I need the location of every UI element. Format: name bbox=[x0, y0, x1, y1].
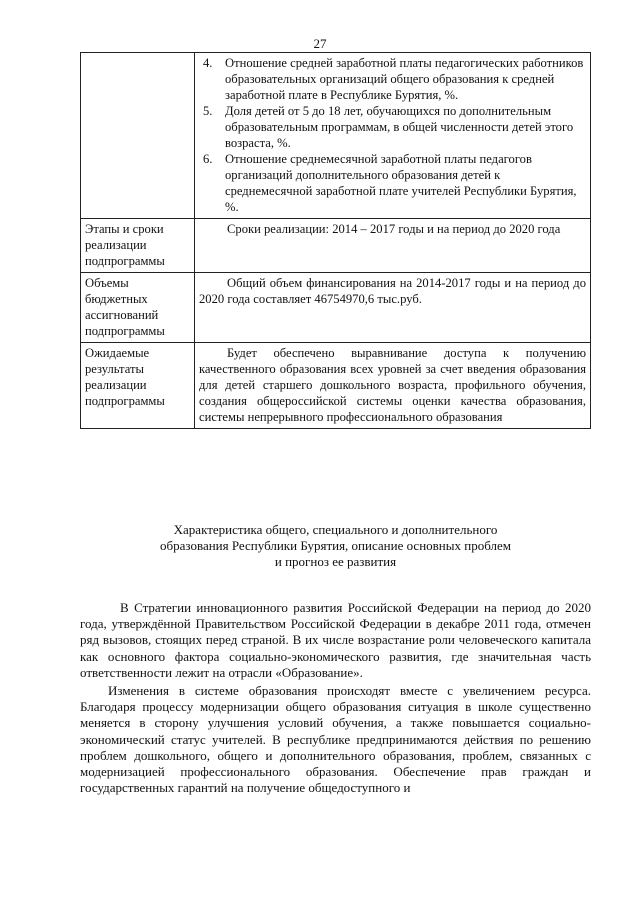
list-item bbox=[199, 103, 586, 151]
list-item-text: Отношение среднемесячной заработной платы педагогов организаций дополнительного образования детей к среднемесячной заработной плате учителей Республики Бурятия, %. bbox=[225, 152, 577, 214]
body-paragraph: В Стратегии инновационного развития Российской Федерации на период до 2020 года, утверждённой Правительством Российской Федерации в декабре 2011 года, отмечен ряд вызовов, стоящих перед страной. В их числе возрастание роли человеческого капитала как основного фактора социально-экономического развития, где значительная часть ответственности лежит на отрасли «Образование». bbox=[80, 600, 591, 680]
row-label: Ожидаемые результаты реализации подпрограммы bbox=[81, 343, 195, 429]
list-item-number: 4. bbox=[203, 56, 213, 70]
row-label: Этапы и сроки реализации подпрограммы bbox=[81, 219, 195, 273]
body-paragraph: Изменения в системе образования происходят вместе с увеличением ресурса. Благодаря процессу модернизации общего образования ситуация в школе существенно меняется в сторону улучшения условий обучения, а также повышается социально-экономический статус учителей. В республике предпринимаются действия по решению проблем дошкольного, общего и дополнительного образования, проблем, связанных с модернизацией профессионального образования. Обеспечение прав граждан и государственных гарантий на получение общедоступного и bbox=[80, 683, 591, 796]
list-item bbox=[199, 55, 586, 103]
section-heading-line: Характеристика общего, специального и дополнительного bbox=[173, 522, 498, 537]
row-label: Объемы бюджетных ассигнований подпрограммы bbox=[81, 273, 195, 343]
section-heading bbox=[80, 522, 591, 570]
table-row-indicators bbox=[81, 53, 591, 219]
table-row bbox=[81, 219, 591, 273]
table-row bbox=[81, 273, 591, 343]
list-item-number: 5. bbox=[203, 104, 213, 118]
row-value: Будет обеспечено выравнивание доступа к получению качественного образования всех уровней за счет введения образования для детей старшего дошкольного возраста, профильного обучения, создания общероссийской системы оценки качества образования, системы непрерывного профессионального образования bbox=[195, 343, 591, 429]
table-label-cell-empty bbox=[81, 53, 195, 219]
body-text bbox=[80, 600, 591, 796]
indicators-cell bbox=[195, 53, 591, 219]
section-heading-line: образования Республики Бурятия, описание основных проблем bbox=[160, 538, 511, 553]
list-item-text: Доля детей от 5 до 18 лет, обучающихся по дополнительным образовательным программам, в общей численности детей этого возраста, %. bbox=[225, 104, 574, 150]
page-number: 27 bbox=[313, 36, 327, 51]
row-value: Общий объем финансирования на 2014-2017 годы и на период до 2020 года составляет 46754970,6 тыс.руб. bbox=[195, 273, 591, 343]
subprogram-passport-table bbox=[80, 52, 591, 429]
section-heading-line: и прогноз ее развития bbox=[274, 554, 397, 569]
list-item bbox=[199, 151, 586, 215]
indicator-list bbox=[199, 55, 586, 215]
list-item-text: Отношение средней заработной платы педагогических работников образовательных организаций общего образования к средней заработной плате в Республике Бурятия, %. bbox=[225, 56, 584, 102]
list-item-number: 6. bbox=[203, 152, 213, 166]
table-row bbox=[81, 343, 591, 429]
row-value: Сроки реализации: 2014 – 2017 годы и на период до 2020 года bbox=[195, 219, 591, 273]
